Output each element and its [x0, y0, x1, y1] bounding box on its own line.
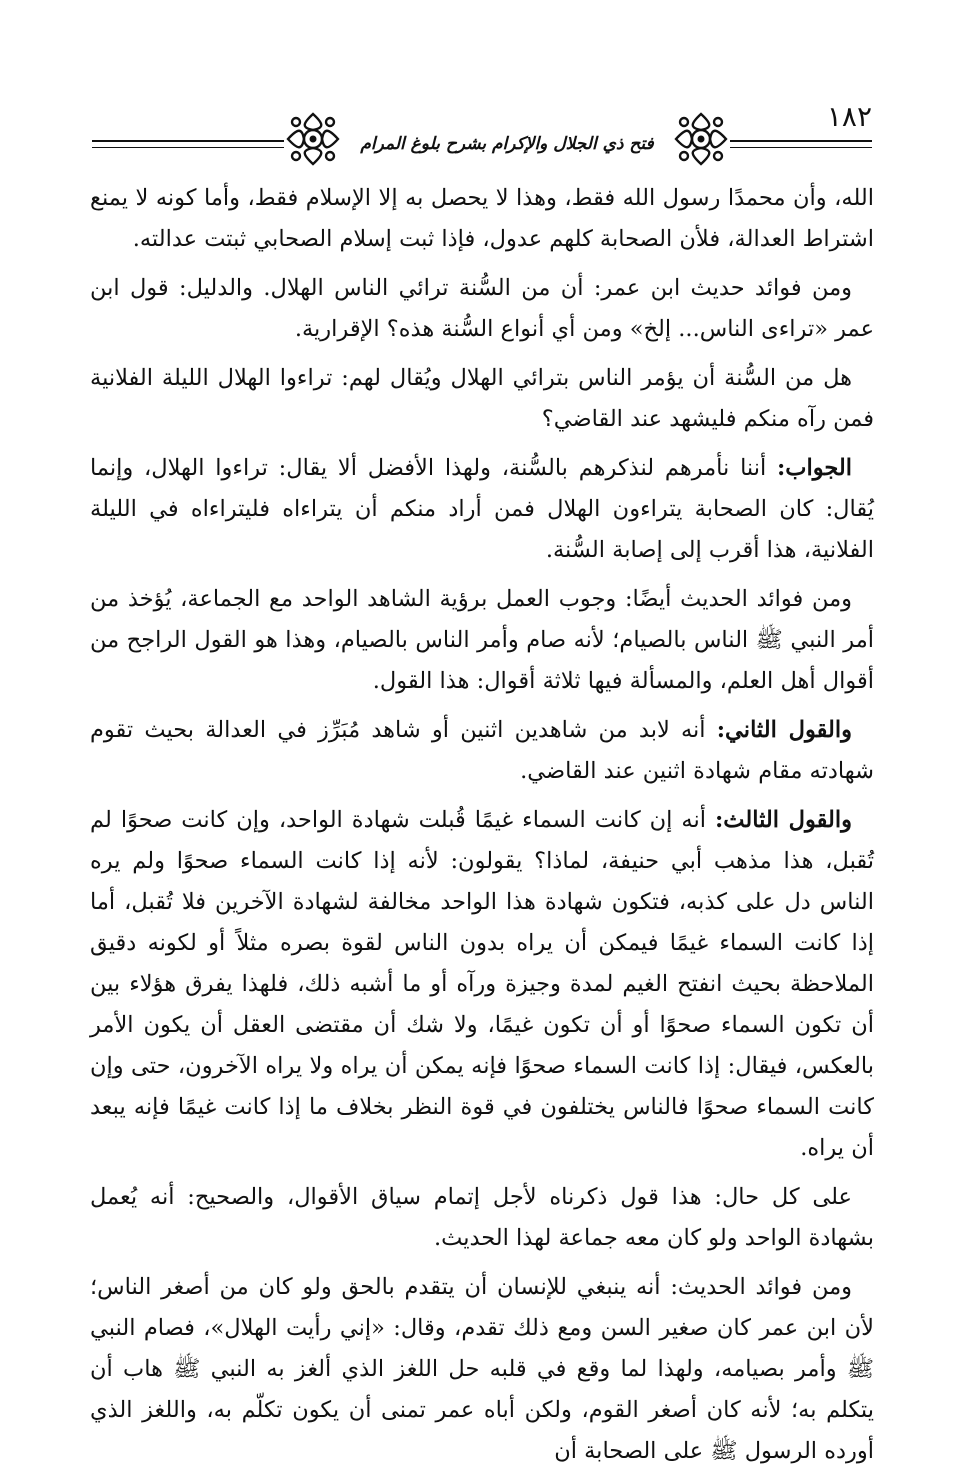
paragraph-text: هل من السُّنة أن يؤمر الناس بترائي الهلال ويُقال لهم: تراءوا الهلال الليلة الفلانية فمن رآه منكم فليشهد عند القاضي؟ [90, 365, 874, 432]
paragraph [90, 1177, 874, 1259]
page-number: ١٨٢ [826, 100, 872, 133]
paragraph-text: أننا نأمرهم لنذكرهم بالسُّنة، ولهذا الأفضل ألا يقال: تراءوا الهلال، وإنما يُقال: كان الصحابة يتراءون الهلال فمن أراد منكم أن يتراءاه فليتراءاه في الليلة الفلانية، هذا أقرب إلى إصابة السُّنة. [90, 455, 874, 563]
paragraph [90, 268, 874, 350]
paragraph [90, 448, 874, 571]
paragraph-text: الله، وأن محمدًا رسول الله فقط، وهذا لا يحصل به إلا الإسلام فقط، وأما كونه لا يمنع اشتراط العدالة، فلأن الصحابة كلهم عدول، فإذا ثبت إسلام الصحابي ثبتت عدالته. [90, 185, 874, 252]
book-title: فتح ذي الجلال والإكرام بشرح بلوغ المرام [342, 130, 672, 158]
paragraph [90, 178, 874, 260]
paragraph [90, 579, 874, 702]
paragraph-text: أنه لابد من شاهدين اثنين أو شاهد مُبَرِّز في العدالة بحيث تقوم شهادته مقام شهادة اثنين عند القاضي. [90, 717, 874, 784]
paragraph-lead: الجواب: [777, 455, 852, 481]
paragraph-text: ومن فوائد حديث ابن عمر: أن من السُّنة ترائي الناس الهلال. والدليل: قول ابن عمر «تراءى الناس... إلخ» ومن أي أنواع السُّنة هذه؟ الإقرارية. [90, 275, 874, 342]
page-body [90, 178, 874, 1480]
paragraph-text: أنه إن كانت السماء غيمًا قُبلت شهادة الواحد، وإن كانت صحوًا لم تُقبل، هذا مذهب أبي حنيفة، لماذا؟ يقولون: لأنه إذا كانت السماء صحوًا ولم يره الناس دل على كذبه، فتكون شهادة هذا الواحد مخالفة لشهادة الآخرين فلا تُقبل، أما إذا كانت السماء غيمًا فيمكن أن يراه بدون الناس لقوة بصره مثلاً أو لكونه دقيق الملاحظة بحيث انفتح الغيم لمدة وجيزة ورآه أو ما أشبه ذلك، فلهذا يفرق هؤلاء بين أن تكون السماء صحوًا أو أن تكون غيمًا، ولا شك أن مقتضى العقل أن يكون الأمر بالعكس، فيقال: إذا كانت السماء صحوًا فإنه يمكن أن يراه ولا يراه الآخرون، حتى وإن كانت السماء صحوًا فالناس يختلفون في قوة النظر بخلاف ما إذا كانت غيمًا فإنه يبعد أن يراه. [90, 807, 874, 1161]
paragraph-text: ومن فوائد الحديث أيضًا: وجوب العمل برؤية الشاهد الواحد مع الجماعة، يُؤخذ من أمر النبي ﷺ الناس بالصيام؛ لأنه صام وأمر الناس بالصيام، وهذا هو القول الراجح من أقوال أهل العلم، والمسألة فيها ثلاثة أقوال: هذا القول. [90, 586, 874, 694]
ornament-icon [284, 110, 342, 168]
paragraph [90, 358, 874, 440]
paragraph-text: ومن فوائد الحديث: أنه ينبغي للإنسان أن يتقدم بالحق ولو كان من أصغر الناس؛ لأن ابن عمر كان صغير السن ومع ذلك تقدم، وقال: «إني رأيت الهلال»، فصام النبي ﷺ وأمر بصيامه، ولهذا لما وقع في قلبه حل اللغز الذي ألغز به النبي ﷺ هاب أن يتكلم به؛ لأنه كان أصغر القوم، ولكن أباه عمر تمنى أن يكون تكلّم به، واللغز الذي أورده الرسول ﷺ على الصحابة أن [90, 1274, 874, 1464]
page-header [92, 100, 872, 176]
paragraph [90, 800, 874, 1169]
paragraph-lead: والقول الثاني: [716, 717, 853, 743]
paragraph-text: على كل حال: هذا قول ذكرناه لأجل إتمام سياق الأقوال، والصحيح: أنه يُعمل بشهادة الواحد ولو كان معه جماعة لهذا الحديث. [90, 1184, 874, 1251]
paragraph-lead: والقول الثالث: [714, 807, 852, 833]
ornament-icon [672, 110, 730, 168]
paragraph [90, 710, 874, 792]
paragraph [90, 1267, 874, 1472]
